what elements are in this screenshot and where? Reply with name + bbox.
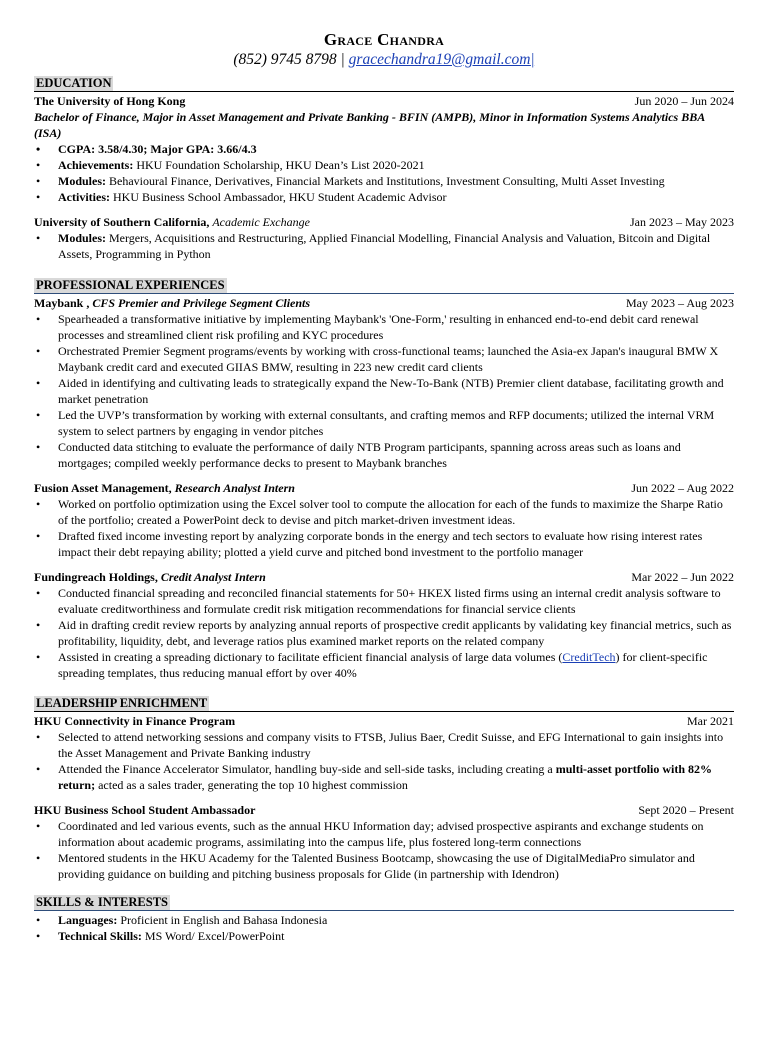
activities-item: • Activities: HKU Business School Ambassador, HKU Student Academic Advisor <box>34 189 734 205</box>
org-name: Fundingreach Holdings, <box>34 570 161 584</box>
list-item: • Aided in identifying and cultivating leads to strategically expand the New-To-Bank (NTB) Premier client database, facilitating growth and market penetration <box>34 375 734 407</box>
skills-section <box>34 894 734 944</box>
gpa-item: • CGPA: 3.58/4.30; Major GPA: 3.66/4.3 <box>34 141 734 157</box>
entry-usc <box>34 214 734 230</box>
list-item: • Orchestrated Premier Segment programs/events by working with cross-functional teams; launched the Asia-ex Japan's inaugural BMW X Maybank credit card and executed GIIAS BMW, resulting in 223 new credit card clients <box>34 343 734 375</box>
list-item: • Drafted fixed income investing report by analyzing corporate bonds in the energy and tech sectors to evaluate how rising interest rates impact their debt repaying ability; plotted a yield curve and pitched bond investment to the portfolio manager <box>34 528 734 560</box>
entry-date: Sept 2020 – Present <box>638 803 734 817</box>
entry-fusion <box>34 480 734 496</box>
experience-section <box>34 277 734 681</box>
org-name: The University of Hong Kong <box>34 94 186 108</box>
entry-hku <box>34 93 734 109</box>
list-item: • Mentored students in the HKU Academy for the Talented Business Bootcamp, showcasing the use of DigitalMediaPro simulator and providing guidance on building and pitching business proposals for Glide (in partnership with Idendron) <box>34 850 734 882</box>
credittech-link[interactable]: CreditTech <box>562 650 616 664</box>
entry-role: Academic Exchange <box>212 215 310 229</box>
education-section <box>34 75 734 262</box>
technical-skills-item: • Technical Skills: MS Word/ Excel/PowerPoint <box>34 928 734 944</box>
contact-separator: | <box>340 51 345 68</box>
ambassador-bullets <box>34 818 734 882</box>
degree-title: Bachelor of Finance, Major in Asset Management and Private Banking - BFIN (AMPB), Minor in Information Systems Analytics BBA (ISA) <box>34 110 705 140</box>
fusion-bullets <box>34 496 734 560</box>
entry-connectivity <box>34 713 734 729</box>
candidate-name: Grace Chandra <box>323 30 445 49</box>
org-name: Fusion Asset Management, <box>34 481 175 495</box>
org-name: HKU Business School Student Ambassador <box>34 803 256 817</box>
org-name: University of Southern California, <box>34 215 213 229</box>
entry-date: Mar 2021 <box>687 714 734 728</box>
resume-page <box>0 30 768 1054</box>
skills-bullets <box>34 912 734 944</box>
phone-number: (852) 9745 8798 <box>233 51 337 68</box>
section-heading-education: EDUCATION <box>36 76 112 90</box>
org-name: Maybank , <box>34 296 93 310</box>
list-item: • Attended the Finance Accelerator Simulator, handling buy-side and sell-side tasks, including creating a multi-asset portfolio with 82% return; acted as a sales trader, generating the top 10 highest commission <box>34 761 734 793</box>
list-item: • Assisted in creating a spreading dictionary to facilitate efficient financial analysis of large data volumes (CreditTech) for client-specific spreading templates, thus reducing manual effort by over 40% <box>34 649 734 681</box>
entry-date: May 2023 – Aug 2023 <box>626 296 734 310</box>
org-name: HKU Connectivity in Finance Program <box>34 714 236 728</box>
modules-item: • Modules: Behavioural Finance, Derivatives, Financial Markets and Institutions, Investment Consulting, Multi Asset Investing <box>34 173 734 189</box>
languages-item: • Languages: Proficient in English and Bahasa Indonesia <box>34 912 734 928</box>
list-item: • Conducted financial spreading and reconciled financial statements for 50+ HKEX listed firms using an internal credit analysis software to evaluate creditworthiness and formulate credit risk mitigation recommendations for financial service clients <box>34 585 734 617</box>
usc-bullets <box>34 230 734 262</box>
section-heading-experience: PROFESSIONAL EXPERIENCES <box>36 278 225 292</box>
section-heading-leadership: LEADERSHIP ENRICHMENT <box>36 696 208 710</box>
hku-bullets <box>34 141 734 205</box>
list-item: • Led the UVP’s transformation by working with external consultants, and crafting memos and RFP documents; utilized the internal VRM system to select partners by engaging in vendor pitches <box>34 407 734 439</box>
entry-date: Jun 2022 – Aug 2022 <box>631 481 734 495</box>
list-item: • Spearheaded a transformative initiative by implementing Maybank's 'One-Form,' resulting in enhanced end-to-end debit card renewal processes and streamlined client risk profiling and KYC procedures <box>34 311 734 343</box>
entry-fundingreach <box>34 569 734 585</box>
fundingreach-bullets <box>34 585 734 681</box>
list-item: • Aid in drafting credit review reports by analyzing annual reports of prospective credit applicants by validating key financial metrics, such as profitability, liquidity, debt, and leverage ratios plus examined market reports on the related company <box>34 617 734 649</box>
section-heading-skills: SKILLS & INTERESTS <box>36 895 169 909</box>
entry-role: Credit Analyst Intern <box>160 570 266 584</box>
email-link[interactable]: gracechandra19@gmail.com <box>348 51 531 68</box>
list-item: • Conducted data stitching to evaluate the performance of daily NTB Program participants, spanning across areas such as loans and mortgages; compiled weekly performance decks to present to Maybank branches <box>34 439 734 471</box>
entry-ambassador <box>34 802 734 818</box>
entry-role: CFS Premier and Privilege Segment Clients <box>92 296 311 310</box>
entry-date: Mar 2022 – Jun 2022 <box>631 570 734 584</box>
contact-trail: | <box>530 51 535 68</box>
contact-line <box>34 51 734 69</box>
list-item: • Selected to attend networking sessions and company visits to FTSB, Julius Baer, Credit Suisse, and EFG International to gain insights into the Asset Management and Private Banking industry <box>34 729 734 761</box>
list-item: • Worked on portfolio optimization using the Excel solver tool to compute the allocation for each of the funds to maximize the Sharpe Ratio of the portfolio; created a PowerPoint deck to devise and pitch market-driven investment ideas. <box>34 496 734 528</box>
entry-date: Jun 2020 – Jun 2024 <box>634 94 734 108</box>
modules-item: • Modules: Mergers, Acquisitions and Restructuring, Applied Financial Modelling, Financial Analysis and Valuation, Bitcoin and Digital Assets, Programming in Python <box>34 230 734 262</box>
maybank-bullets <box>34 311 734 471</box>
entry-role: Research Analyst Intern <box>174 481 295 495</box>
achievements-item: • Achievements: HKU Foundation Scholarship, HKU Dean’s List 2020-2021 <box>34 157 734 173</box>
leadership-section <box>34 695 734 882</box>
entry-maybank <box>34 295 734 311</box>
entry-date: Jan 2023 – May 2023 <box>630 215 734 229</box>
list-item: • Coordinated and led various events, such as the annual HKU Information day; advised prospective aspirants and exchange students on information about academic programs, assimilating into the campus life, plus fostered long-term connections <box>34 818 734 850</box>
connectivity-bullets <box>34 729 734 793</box>
